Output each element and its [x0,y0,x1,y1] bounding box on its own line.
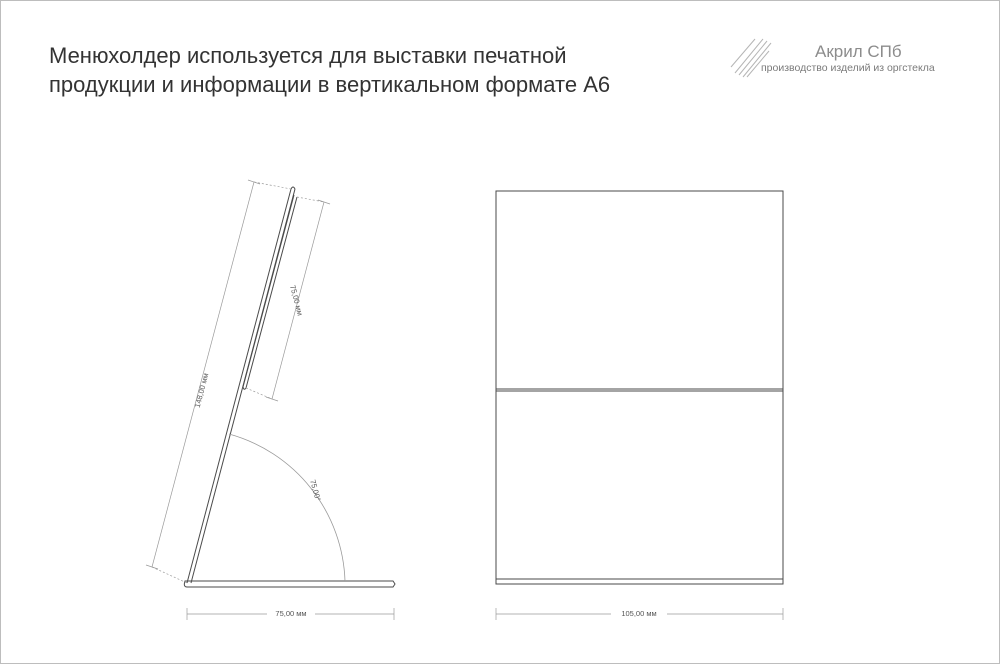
label-height-total: 148,00 мм [192,372,211,409]
front-back-panel [496,191,783,584]
dimension-pocket-height [246,197,330,401]
title-line-1: Менюхолдер используется для выставки печатной [49,43,567,68]
technical-drawing [1,1,1000,665]
angle-arc [229,434,345,581]
front-view [496,191,783,584]
label-front-width: 105,00 мм [621,609,657,618]
label-pocket-height: 75,00 мм [288,284,305,317]
side-base-plate [184,581,395,587]
brand-name: Акрил СПб [815,42,902,61]
label-angle: 75,00° [308,478,323,503]
label-base-depth: 75,00 мм [275,609,307,618]
side-view [184,187,395,587]
brand-tagline: производство изделий из оргстекла [761,62,935,74]
side-pocket-plate [243,195,294,387]
dimension-total-height [146,180,291,583]
title-line-2: продукции и информации в вертикальном формате А6 [49,72,611,97]
